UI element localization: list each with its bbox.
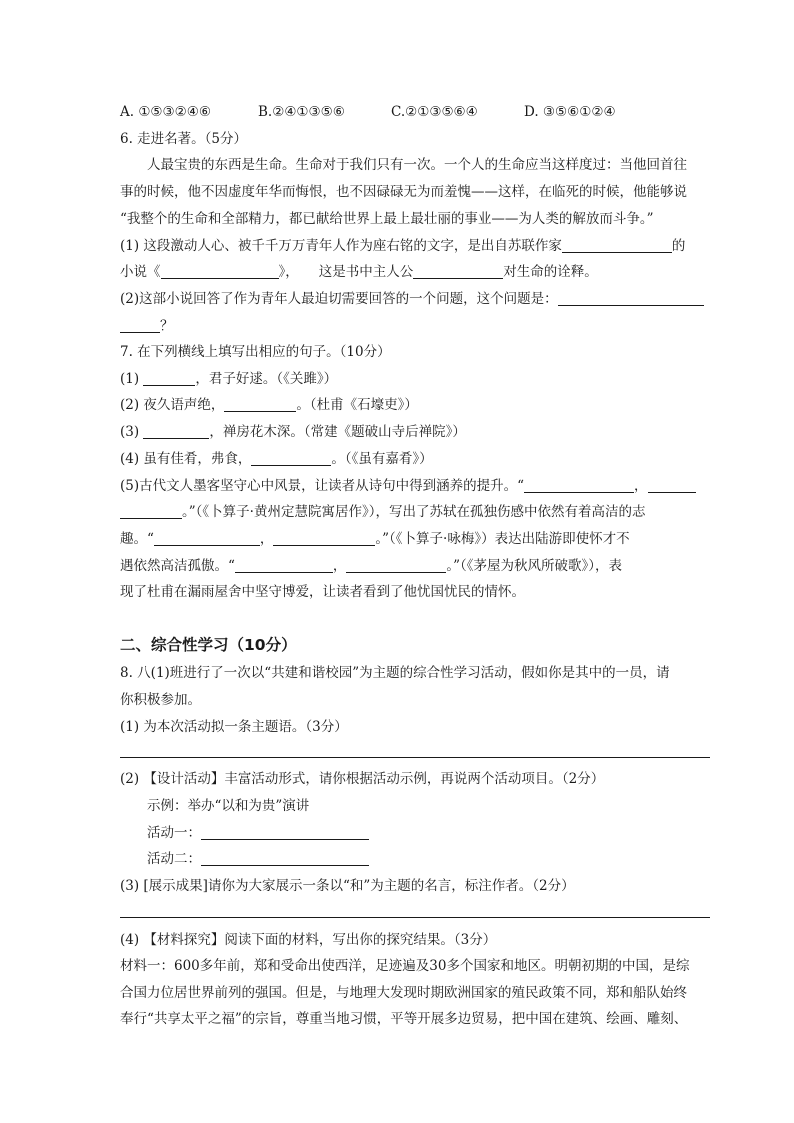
- q6-sub1-text-f: 对生命的诠释。: [503, 264, 598, 280]
- q7-blank-1[interactable]: [143, 370, 195, 386]
- q7-item1-num: (1): [120, 371, 140, 387]
- q6-title: 6. 走进名著。（5分）: [120, 131, 248, 147]
- protagonist-blank[interactable]: [413, 263, 503, 279]
- material-line3: 奉行“共享太平之福”的宗旨，尊重当地习惯，平等开展多边贸易，把中国在建筑、绘画、雕刻、: [120, 1011, 688, 1027]
- q6-sub1-line2: [120, 259, 710, 285]
- q6-sub1-text-e: 这是书中主人公: [318, 264, 414, 280]
- q6-sub1-text-d: 》，: [278, 264, 299, 280]
- q7-item3-num: (3): [120, 424, 140, 440]
- q6-passage-line2: 事的时候，他不因虚度年华而悔恨，也不因碌碌无为而羞愧——这样，在临死的时候，他能够说: [120, 184, 687, 200]
- section2-heading: 二、综合性学习（10分）: [120, 636, 297, 654]
- q7-item2-text-a: (2) 夜久语声绝，: [120, 397, 225, 413]
- q5-options-row: [120, 99, 710, 125]
- q6-sub1-text-a: (1) 这段激动人心、被千千万万青年人作为座右铭的文字，是出自苏联作家: [120, 238, 562, 254]
- activity-one-blank[interactable]: [201, 824, 369, 840]
- q6-sub2-text-a: (2)这部小说回答了作为青年人最迫切需要回答的一个问题，这个问题是：: [120, 291, 558, 307]
- q7-blank-5b-part2[interactable]: [120, 503, 182, 519]
- q6-passage-line1: 人最宝贵的东西是生命。生命对于我们只有一次。一个人的生命应当这样度过：当他回首往: [147, 157, 687, 173]
- q6-sub1-text-b: 的: [671, 238, 686, 254]
- q7-item4: [120, 446, 710, 472]
- option-b: B.②④①③⑤⑥: [258, 104, 345, 120]
- activity-one: [147, 820, 737, 846]
- q6-sub1-line1: [120, 233, 710, 259]
- q7-item3: [120, 419, 710, 445]
- q7-item5-line2: [120, 499, 710, 525]
- q7-item5-line4: [120, 553, 710, 579]
- activity-two: [147, 846, 737, 872]
- q7-item5-text-d: 趣。“: [120, 531, 154, 547]
- q8-part2: (2) 【设计活动】丰富活动形式，请你根据活动示例，再说两个活动项目。（2分）: [120, 771, 605, 787]
- q7-item5-text-e: ，: [259, 531, 274, 547]
- q7-blank-5c[interactable]: [154, 530, 260, 546]
- q6-sub2-text-b: ？: [160, 318, 174, 334]
- question-blank-part2[interactable]: [120, 317, 160, 333]
- q8-part4: (4) 【材料探究】阅读下面的材料，写出你的探究结果。（3分）: [120, 932, 497, 948]
- q7-blank-3[interactable]: [143, 423, 209, 439]
- q7-item5-text-c: 。”（《卜算子·黄州定慧院寓居作》），写出了苏轼在孤独伤感中依然有着高洁的志: [182, 504, 646, 520]
- q7-blank-5a[interactable]: [524, 477, 634, 493]
- material-line2: 合国力位居世界前列的强国。但是，与地理大发现时期欧洲国家的殖民政策不同，郑和船队始终: [120, 985, 687, 1001]
- activity-one-label: 活动一：: [147, 825, 201, 841]
- q6-passage-line3: “我整个的生命和全部精力，都已献给世界上最上最壮丽的事业——为人类的解放而斗争。”: [120, 211, 654, 227]
- q6-sub2-line2: [120, 313, 710, 339]
- q7-blank-5b-part1[interactable]: [648, 477, 696, 493]
- q7-item1-text: ，君子好逑。（《关雎》）: [195, 371, 338, 387]
- author-blank[interactable]: [562, 237, 672, 253]
- q7-item2-text-b: 。（杜甫《石壕吏》）: [296, 397, 418, 413]
- activity-two-label: 活动二：: [147, 851, 201, 867]
- option-a: A. ①⑤③②④⑥: [120, 104, 211, 120]
- q7-item3-text: ，禅房花木深。（常建《题破山寺后禅院》）: [209, 424, 466, 440]
- q6-sub1-text-c: 小说《: [120, 264, 161, 280]
- q6-sub2-line1: [120, 286, 710, 312]
- q7-item5-text-g: 遇依然高洁孤傲。“: [120, 558, 235, 574]
- q7-item5-text-a: (5)古代文人墨客坚守心中风景，让读者从诗句中得到涵养的提升。“: [120, 478, 525, 494]
- q7-item4-text-b: 。（《虽有嘉肴》）: [331, 451, 433, 467]
- material-line1: 材料一：600多年前，郑和受命出使西洋，足迹遍及30多个国家和地区。明朝初期的中国，是综: [120, 958, 690, 974]
- activity-example: 示例：举办“以和为贵”演讲: [147, 798, 310, 814]
- q7-item5-line1: [120, 473, 710, 499]
- answer-line-theme[interactable]: [120, 757, 710, 758]
- q8-part3: (3) [展示成果]请你为大家展示一条以“和”为主题的名言，标注作者。（2分）: [120, 878, 575, 894]
- novel-title-blank[interactable]: [161, 263, 279, 279]
- q7-item5-line5: 现了杜甫在漏雨屋舍中坚守博爱，让读者看到了他忧国忧民的情怀。: [120, 584, 525, 600]
- q8-text-line1: 8. 八(1)班进行了一次以“共建和谐校园”为主题的综合性学习活动，假如你是其中的一员，请: [120, 665, 670, 681]
- q7-item1: [120, 366, 710, 392]
- q7-item5-text-f: 。”（《卜算子·咏梅》）表达出陆游即使怀才不: [375, 531, 630, 547]
- q7-blank-5d[interactable]: [273, 530, 375, 546]
- q7-blank-2[interactable]: [224, 396, 296, 412]
- answer-line-quote[interactable]: [120, 917, 710, 918]
- option-d: D. ③⑤⑥①②④: [524, 104, 616, 120]
- q7-blank-5f[interactable]: [346, 557, 446, 573]
- q7-blank-4[interactable]: [251, 450, 331, 466]
- question-blank-part1[interactable]: [558, 290, 704, 306]
- option-c: C.②①③⑤⑥④: [391, 104, 478, 120]
- q7-blank-5e[interactable]: [235, 557, 333, 573]
- activity-two-blank[interactable]: [201, 850, 369, 866]
- q7-item2: [120, 392, 710, 418]
- q8-text-line2: 你积极参加。: [120, 692, 201, 708]
- q7-title: 7. 在下列横线上填写出相应的句子。（10分）: [120, 344, 391, 360]
- q7-item5-text-b: ，: [634, 478, 648, 494]
- q7-item5-text-h: ，: [332, 558, 347, 574]
- q7-item5-line3: [120, 526, 710, 552]
- q7-item5-text-i: 。”（《茅屋为秋风所破歌》），表: [446, 558, 623, 574]
- q8-part1: (1) 为本次活动拟一条主题语。（3分）: [120, 719, 348, 735]
- q7-item4-text-a: (4) 虽有佳肴，弗食，: [120, 451, 252, 467]
